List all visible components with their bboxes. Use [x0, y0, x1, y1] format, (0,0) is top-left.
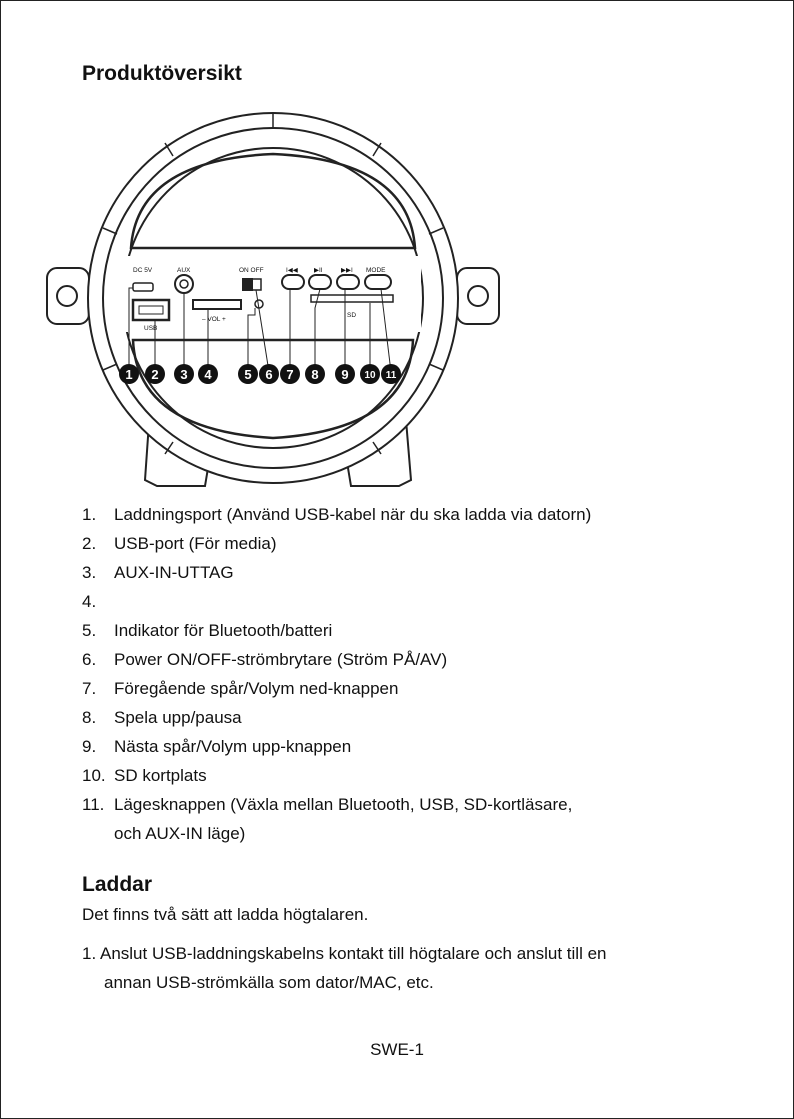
page-number: SWE-1 — [370, 1040, 424, 1059]
speaker-diagram — [45, 108, 515, 503]
callout-10: 10 — [364, 370, 376, 381]
label-onoff: ON OFF — [239, 267, 264, 274]
step-text: Anslut USB-laddningskabelns kontakt till högtalare och anslut till en — [99, 944, 607, 963]
list-item: 8. Spela upp/pausa — [82, 708, 242, 727]
callout-5: 5 — [244, 367, 252, 382]
label-mode: MODE — [366, 267, 386, 274]
callout-3: 3 — [180, 367, 188, 382]
list-item: 5. Indikator för Bluetooth/batteri — [82, 621, 333, 640]
callout-6: 6 — [265, 367, 273, 382]
label-dc: DC 5V — [133, 267, 153, 274]
callout-8: 8 — [311, 367, 319, 382]
label-vol: – VOL + — [202, 316, 226, 323]
label-next: ▶▶I — [341, 267, 353, 274]
list-item: 9. Nästa spår/Volym upp-knappen — [82, 737, 352, 756]
section-heading-charging: Laddar — [82, 873, 153, 896]
callout-1: 1 — [125, 367, 133, 382]
callout-2: 2 — [151, 367, 159, 382]
list-item-continuation: och AUX-IN läge) — [114, 824, 246, 843]
label-sd: SD — [347, 312, 357, 319]
list-item: 10. SD kortplats — [82, 766, 207, 785]
label-play: ▶II — [314, 267, 323, 274]
callout-11: 11 — [385, 370, 397, 381]
list-item: 2. USB-port (För media) — [82, 534, 277, 553]
callout-9: 9 — [341, 367, 349, 382]
component-list — [82, 500, 591, 848]
list-item: 6. Power ON/OFF-strömbrytare (Ström PÅ/AV) — [82, 650, 448, 669]
charging-intro: Det finns två sätt att ladda högtalaren. — [82, 905, 369, 924]
label-prev: I◀◀ — [286, 267, 298, 274]
callout-7: 7 — [286, 367, 294, 382]
speaker-lug-left — [47, 268, 89, 324]
step-text-continuation: annan USB-strömkälla som dator/MAC, etc. — [104, 973, 434, 992]
list-item: 11. Lägesknappen (Växla mellan Bluetooth, USB, SD-kortläsare, — [82, 795, 573, 814]
list-item: 4. — [82, 592, 97, 611]
label-aux: AUX — [177, 267, 191, 274]
label-usb: USB — [144, 325, 158, 332]
list-item: 1. Laddningsport (Använd USB-kabel när du ska ladda via datorn) — [82, 505, 592, 524]
list-item: 3. AUX-IN-UTTAG — [82, 563, 234, 582]
speaker-lug-right — [457, 268, 499, 324]
step-number: 1. — [82, 944, 97, 963]
section-heading-overview: Produktöversikt — [82, 62, 242, 85]
charging-step-1 — [82, 939, 722, 997]
callout-4: 4 — [204, 367, 212, 382]
list-item: 7. Föregående spår/Volym ned-knappen — [82, 679, 399, 698]
